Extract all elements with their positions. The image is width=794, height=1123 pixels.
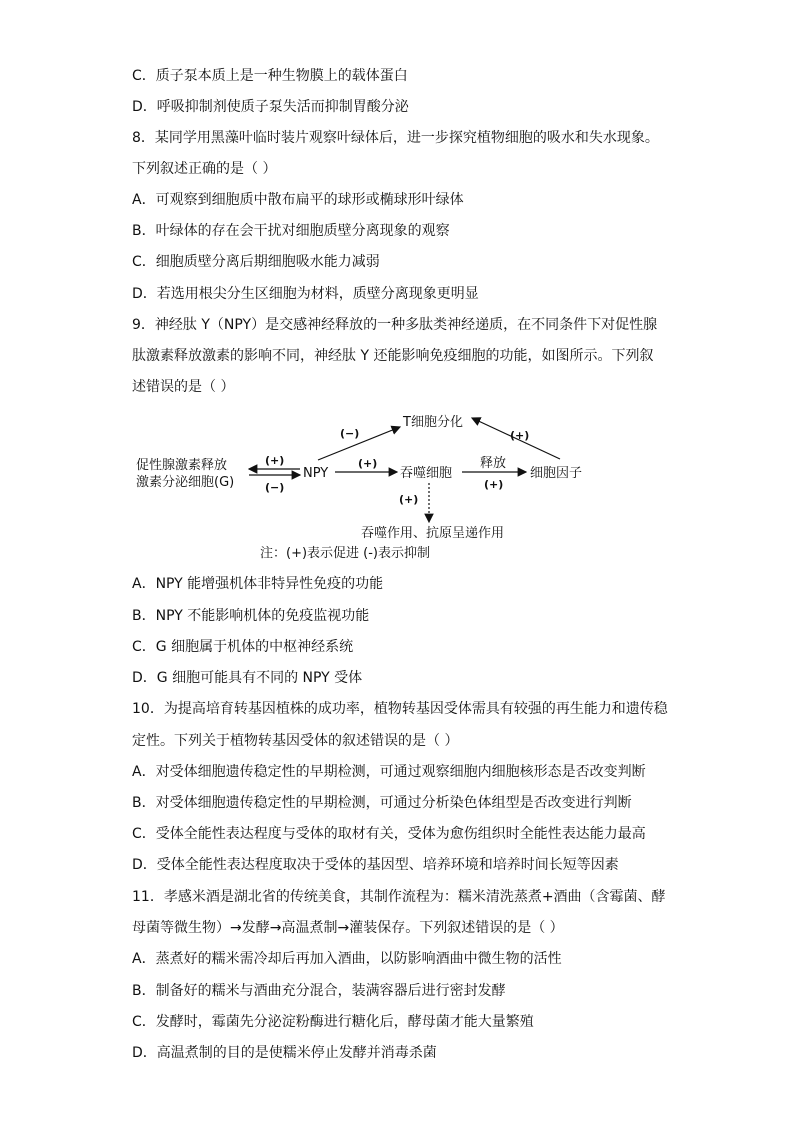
label-plus-cytokine: (+) xyxy=(510,429,530,442)
phago-action-node: 吞噬作用、抗原呈递作用 xyxy=(361,526,505,541)
q11-option-c: C．发酵时，霉菌先分泌淀粉酶进行糖化后，酵母菌才能大量繁殖 xyxy=(132,1014,534,1030)
q8-option-c: C．细胞质壁分离后期细胞吸水能力减弱 xyxy=(132,254,380,270)
q9-stem-line2: 肽激素释放激素的影响不同，神经肽 Y 还能影响免疫细胞的功能，如图所示。下列叙 xyxy=(132,348,654,364)
q10-stem-line1: 10．为提高培育转基因植株的成功率，植物转基因受体需具有较强的再生能力和遗传稳 xyxy=(132,701,668,717)
diagram-note: 注：(+)表示促进 (-)表示抑制 xyxy=(260,546,431,561)
q8-option-a: A．可观察到细胞质中散布扁平的球形或椭球形叶绿体 xyxy=(132,192,464,208)
q8-stem-line1: 8．某同学用黑藻叶临时装片观察叶绿体后，进一步探究植物细胞的吸水和失水现象。 xyxy=(132,130,659,146)
tcell-node: T细胞分化 xyxy=(403,415,463,430)
label-plus-action: (+) xyxy=(399,493,419,506)
q11-stem-line2: 母菌等微生物）→发酵→高温煮制→灌装保存。下列叙述错误的是（ ） xyxy=(132,920,564,936)
label-plus-phago: (+) xyxy=(358,457,378,470)
q10-option-b: B．对受体细胞遗传稳定性的早期检测，可通过分析染色体组型是否改变进行判断 xyxy=(132,795,632,811)
npy-node: NPY xyxy=(303,466,329,481)
q8-option-d: D．若选用根尖分生区细胞为材料，质壁分离现象更明显 xyxy=(132,286,479,302)
q10-stem-line2: 定性。下列关于植物转基因受体的叙述错误的是（ ） xyxy=(132,733,459,749)
npy-diagram xyxy=(132,405,692,575)
cytokine-node: 细胞因子 xyxy=(530,466,583,481)
q8-stem-line2: 下列叙述正确的是（ ） xyxy=(132,161,277,177)
q11-stem-line1: 11．孝感米酒是湖北省的传统美食，其制作流程为：糯米清洗蒸煮+酒曲（含霉菌、酵 xyxy=(132,889,666,905)
q9-stem-line1: 9．神经肽 Y（NPY）是交感神经释放的一种多肽类神经递质，在不同条件下对促性腺 xyxy=(132,317,658,333)
q11-option-a: A．蒸煮好的糯米需冷却后再加入酒曲，以防影响酒曲中微生物的活性 xyxy=(132,951,562,967)
q9-stem-line3: 述错误的是（ ） xyxy=(132,379,235,395)
label-release: 释放 xyxy=(480,456,507,471)
q11-option-b: B．制备好的糯米与酒曲充分混合，装满容器后进行密封发酵 xyxy=(132,983,506,999)
q11-option-d: D．高温煮制的目的是使糯米停止发酵并消毒杀菌 xyxy=(132,1045,437,1061)
q10-option-c: C．受体全能性表达程度与受体的取材有关，受体为愈伤组织时全能性表达能力最高 xyxy=(132,826,646,842)
q10-option-d: D．受体全能性表达程度取决于受体的基因型、培养环境和培养时间长短等因素 xyxy=(132,857,619,873)
q8-option-b: B．叶绿体的存在会干扰对细胞质壁分离现象的观察 xyxy=(132,223,450,239)
label-plus-g: (+) xyxy=(265,454,285,467)
q9-option-c: C．G 细胞属于机体的中枢神经系统 xyxy=(132,639,354,655)
g-cell-label-1: 促性腺激素释放 xyxy=(136,458,228,473)
g-cell-label-2: 激素分泌细胞(G) xyxy=(136,475,235,490)
q7-option-c: C．质子泵本质上是一种生物膜上的载体蛋白 xyxy=(132,68,408,84)
label-minus-g: (−) xyxy=(265,481,285,494)
q9-option-a: A．NPY 能增强机体非特异性免疫的功能 xyxy=(132,576,384,592)
q9-option-d: D．G 细胞可能具有不同的 NPY 受体 xyxy=(132,670,363,686)
phagocyte-node: 吞噬细胞 xyxy=(400,466,453,481)
q7-option-d: D．呼吸抑制剂使质子泵失活而抑制胃酸分泌 xyxy=(132,99,409,115)
q10-option-a: A．对受体细胞遗传稳定性的早期检测，可通过观察细胞内细胞核形态是否改变判断 xyxy=(132,764,646,780)
label-plus-release: (+) xyxy=(484,478,504,491)
label-minus-t: (−) xyxy=(340,427,360,440)
q9-option-b: B．NPY 不能影响机体的免疫监视功能 xyxy=(132,608,370,624)
